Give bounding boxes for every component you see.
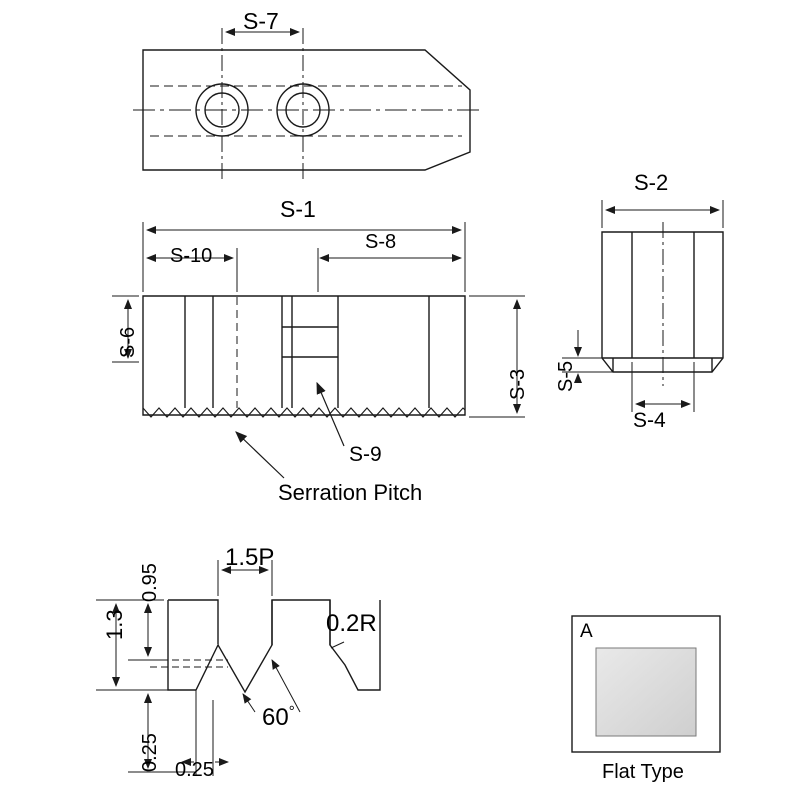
label-0-25-bottom: 0.25 <box>175 759 214 781</box>
label-s4: S-4 <box>633 409 666 432</box>
label-s7: S-7 <box>243 8 279 34</box>
label-60-degrees <box>262 704 295 730</box>
dimension-s8 <box>318 248 465 292</box>
label-0-2r: 0.2R <box>326 610 377 637</box>
label-s10: S-10 <box>170 245 213 267</box>
label-1-3: 1.3 <box>102 609 127 640</box>
flat-type-plate <box>596 648 696 736</box>
label-inset-a: A <box>580 621 593 642</box>
label-s2: S-2 <box>634 170 669 195</box>
label-s9: S-9 <box>349 443 382 466</box>
label-serration-pitch: Serration Pitch <box>278 480 423 505</box>
degree-symbol: ° <box>288 703 295 720</box>
label-flat-type: Flat Type <box>602 761 684 783</box>
dimension-0-95 <box>128 600 164 660</box>
label-s5: S-5 <box>555 360 577 392</box>
label-1-5p: 1.5P <box>225 544 275 571</box>
front-view-body <box>143 296 465 415</box>
leader-serration-pitch <box>236 432 284 478</box>
label-s1: S-1 <box>280 196 316 222</box>
label-s6: S-6 <box>117 326 139 358</box>
label-s3: S-3 <box>507 368 529 400</box>
label-0-95: 0.95 <box>139 563 161 602</box>
label-0-25-left: 0.25 <box>139 733 161 772</box>
angle-value: 60 <box>262 704 289 731</box>
label-s8: S-8 <box>365 231 397 253</box>
